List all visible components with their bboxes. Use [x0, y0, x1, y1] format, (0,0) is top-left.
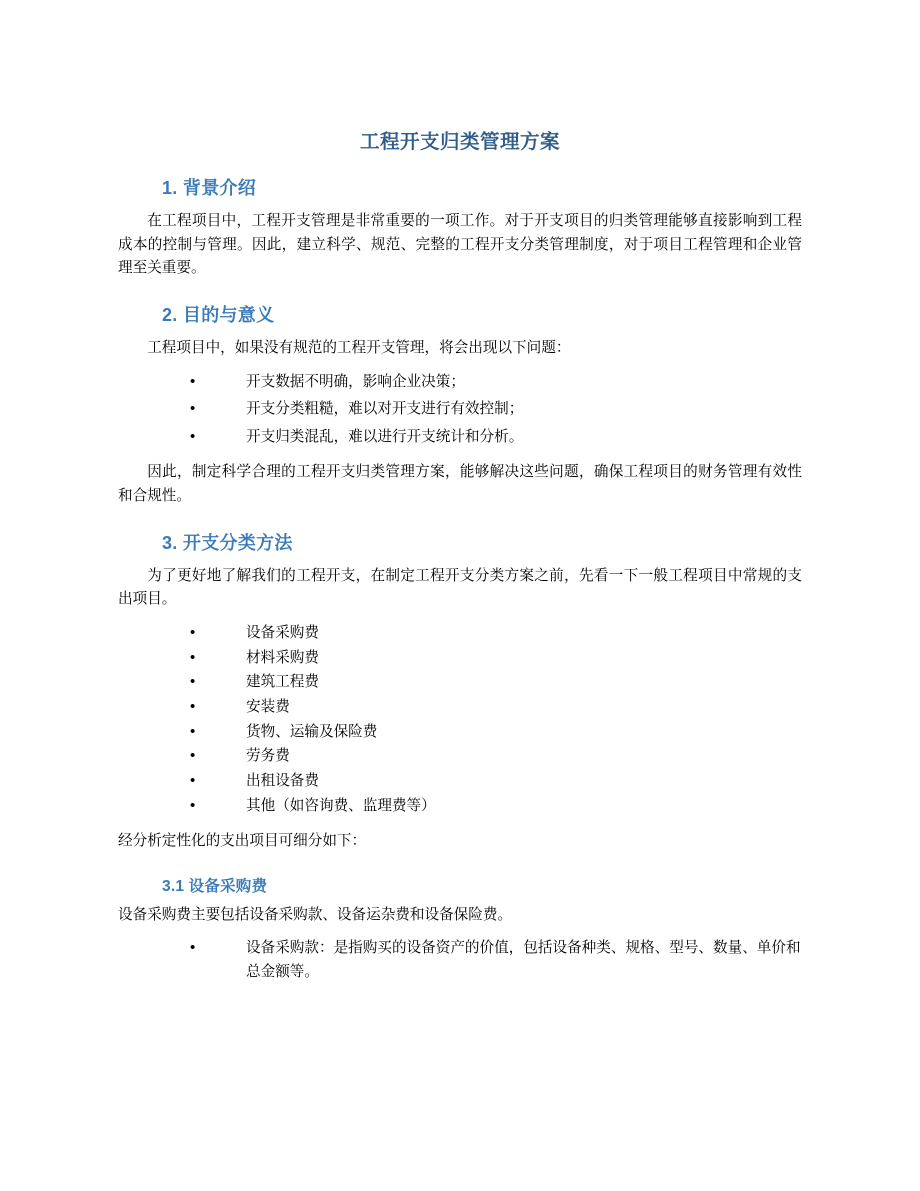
list-item: [118, 937, 802, 984]
list-item-text: 货物、运输及保险费: [246, 723, 378, 740]
section-2-lead: 工程项目中，如果没有规范的工程开支管理，将会出现以下问题：: [147, 339, 571, 356]
subsection-3-1-bullet-list: [118, 937, 802, 984]
list-item-text: 建筑工程费: [246, 674, 319, 691]
section-heading-classification: 3. 开支分类方法: [162, 532, 293, 553]
list-item-text: 安装费: [246, 698, 290, 715]
list-item: [118, 795, 802, 819]
list-item: [118, 426, 802, 450]
list-item: [118, 671, 802, 695]
page-title: 工程开支归类管理方案: [359, 131, 560, 153]
list-item: [118, 398, 802, 422]
list-item-text: 开支分类粗糙，难以对开支进行有效控制；: [246, 401, 524, 418]
list-item-text: 劳务费: [246, 748, 290, 765]
list-item: [118, 622, 802, 646]
section-2-bullet-list: [118, 371, 802, 450]
list-item: [118, 745, 802, 769]
list-item-text: 材料采购费: [246, 649, 319, 666]
subsection-3-1-lead: 设备采购费主要包括设备采购款、设备运杂费和设备保险费。: [118, 906, 513, 923]
list-item: [118, 770, 802, 794]
section-heading-background: 1. 背景介绍: [162, 178, 257, 198]
list-item-text: 设备采购费: [246, 625, 319, 642]
section-2-closing: 因此，制定科学合理的工程开支归类管理方案，能够解决这些问题，确保工程项目的财务管理有效性和合规性。: [118, 464, 802, 505]
list-item: [118, 647, 802, 671]
section-1-paragraph: 在工程项目中，工程开支管理是非常重要的一项工作。对于开支项目的归类管理能够直接影响到工程成本的控制与管理。因此，建立科学、规范、完整的工程开支分类管理制度，对于项目工程管理和企业管理至关重要。: [118, 213, 802, 277]
list-item-text: 设备采购款：是指购买的设备资产的价值，包括设备种类、规格、型号、数量、单价和总金额等。: [246, 940, 801, 981]
subsection-heading-equipment-purchase: 3.1 设备采购费: [162, 877, 268, 895]
list-item-text: 其他（如咨询费、监理费等）: [246, 797, 436, 814]
section-3-lead: 为了更好地了解我们的工程开支，在制定工程开支分类方案之前，先看一下一般工程项目中常规的支出项目。: [118, 567, 802, 608]
list-item: [118, 696, 802, 720]
list-item: [118, 721, 802, 745]
section-heading-purpose: 2. 目的与意义: [162, 304, 275, 325]
list-item-text: 出租设备费: [246, 772, 319, 789]
section-3-closing: 经分析定性化的支出项目可细分如下：: [118, 833, 367, 850]
list-item: [118, 371, 802, 395]
list-item-text: 开支归类混乱，难以进行开支统计和分析。: [246, 428, 524, 445]
list-item-text: 开支数据不明确，影响企业决策；: [246, 373, 465, 390]
section-3-bullet-list: [118, 622, 802, 818]
